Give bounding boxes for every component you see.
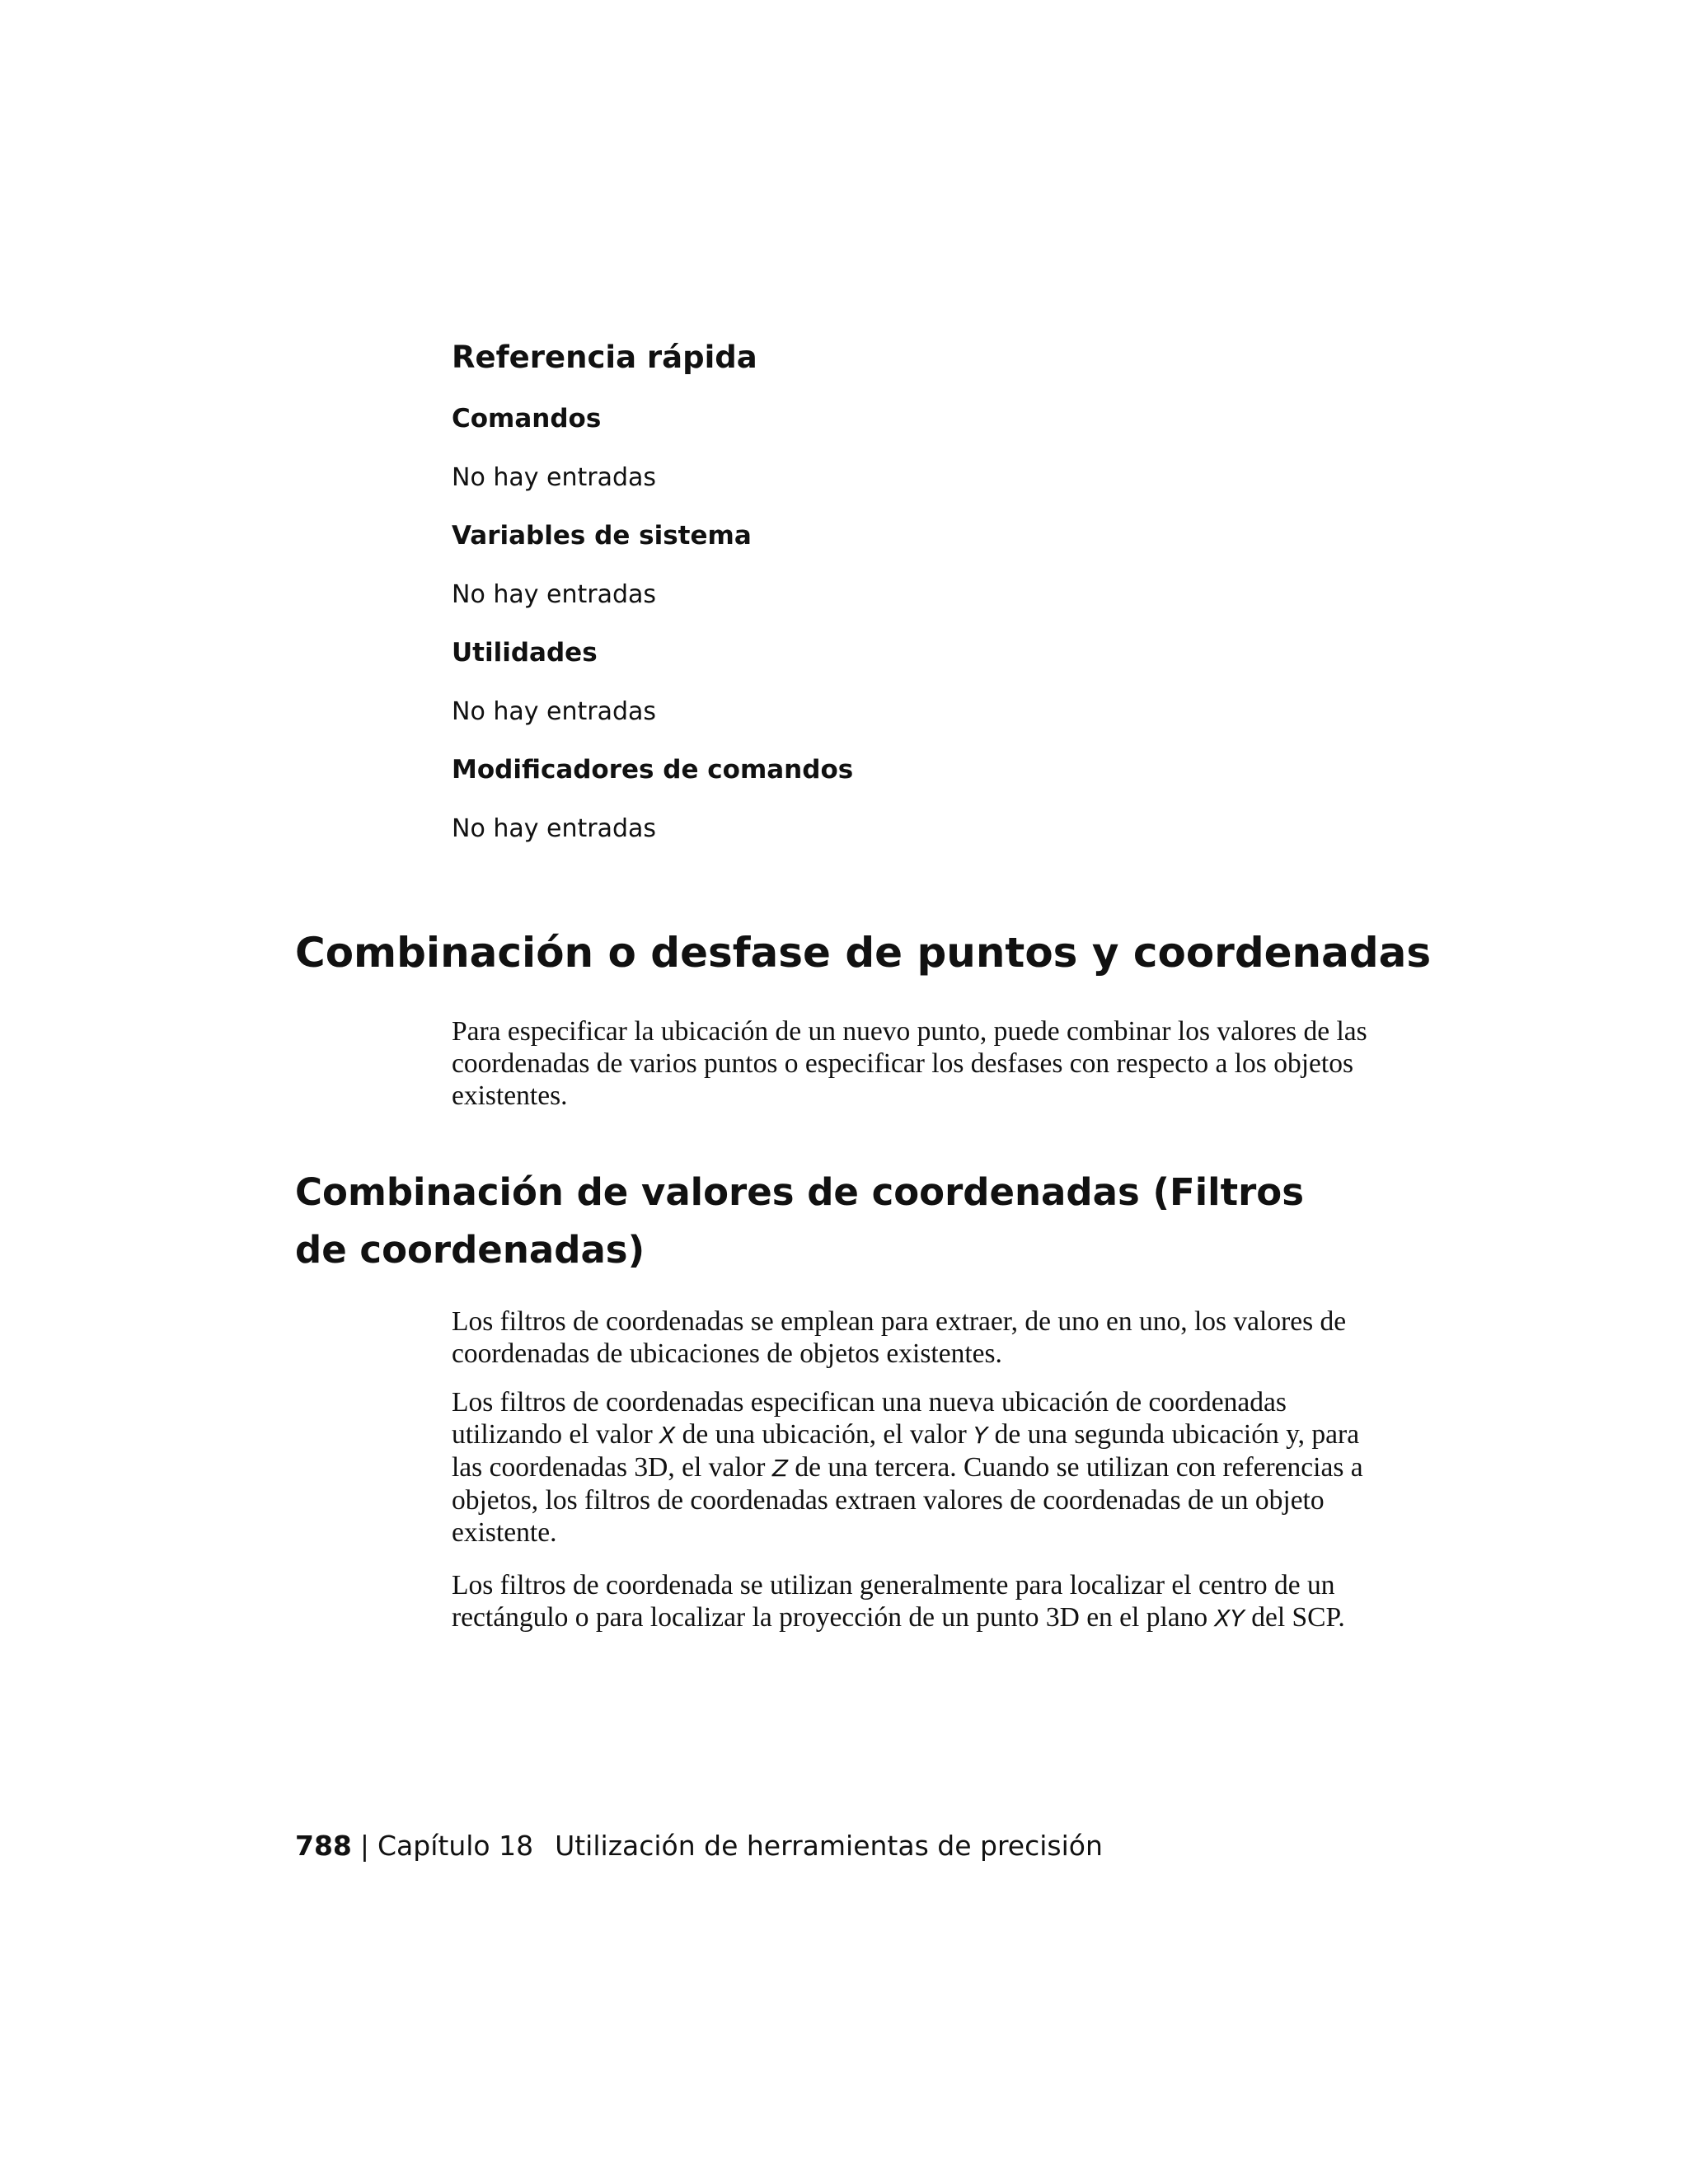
quick-reference-title: Referencia rápida — [452, 340, 757, 375]
command-modifiers-entry: No hay entradas — [452, 814, 657, 843]
footer-separator: | — [359, 1830, 370, 1862]
coordinate-x: X — [659, 1422, 676, 1449]
subsection-heading: Combinación de valores de coordenadas (Filtros de coordenadas) — [295, 1170, 1305, 1272]
paragraph-2-text-2: de una ubicación, el valor — [675, 1419, 974, 1450]
quick-reference — [452, 336, 1375, 847]
commands-entry: No hay entradas — [452, 463, 657, 492]
paragraph-2-text-4: de una tercera. Cuando se utilizan con referencias a objetos, los filtros de coordenadas extraen valores de coordenadas de un objeto existente. — [452, 1452, 1363, 1548]
utilities-entry: No hay entradas — [452, 697, 657, 726]
paragraph-2 — [452, 1386, 1381, 1549]
paragraph-2-text-3: de una segunda ubicación y, para las coordenadas 3D, el valor — [452, 1419, 1360, 1483]
paragraph-1: Los filtros de coordenadas se emplean para extraer, de uno en uno, los valores de coordenadas de ubicaciones de objetos existentes. — [452, 1306, 1347, 1369]
system-variables-entry: No hay entradas — [452, 580, 657, 609]
paragraph-3-text-2: del SCP. — [1244, 1602, 1345, 1633]
command-modifiers-heading: Modificadores de comandos — [452, 755, 854, 785]
commands-heading: Comandos — [452, 404, 602, 434]
chapter-label: Capítulo 18 — [377, 1830, 534, 1862]
section-paragraph: Para especificar la ubicación de un nuevo punto, puede combinar los valores de las coordenadas de varios puntos o especificar los desfases con respecto a los objetos existentes. — [452, 1016, 1367, 1111]
command-modifiers-group — [452, 752, 1375, 847]
paragraph-3-text-1: Los filtros de coordenada se utilizan generalmente para localizar el centro de un rectángulo o para localizar la proyección de un punto 3D en el plano — [452, 1570, 1335, 1633]
utilities-group — [452, 635, 1375, 730]
plane-xy: XY — [1214, 1605, 1245, 1632]
section-heading: Combinación o desfase de puntos y coordenadas — [295, 929, 1432, 977]
paragraph-2-text-1: Los filtros de coordenadas especifican una nueva ubicación de coordenadas utilizando el valor — [452, 1387, 1287, 1450]
utilities-heading: Utilidades — [452, 638, 598, 668]
coordinate-y: Y — [973, 1422, 988, 1449]
system-variables-group — [452, 518, 1375, 613]
coordinate-z: Z — [771, 1455, 789, 1482]
page-number: 788 — [295, 1830, 352, 1862]
system-variables-heading: Variables de sistema — [452, 521, 752, 551]
commands-group — [452, 401, 1375, 496]
page-footer — [295, 1828, 1103, 1864]
paragraph-3 — [452, 1569, 1381, 1634]
chapter-title: Utilización de herramientas de precisión — [555, 1830, 1103, 1862]
